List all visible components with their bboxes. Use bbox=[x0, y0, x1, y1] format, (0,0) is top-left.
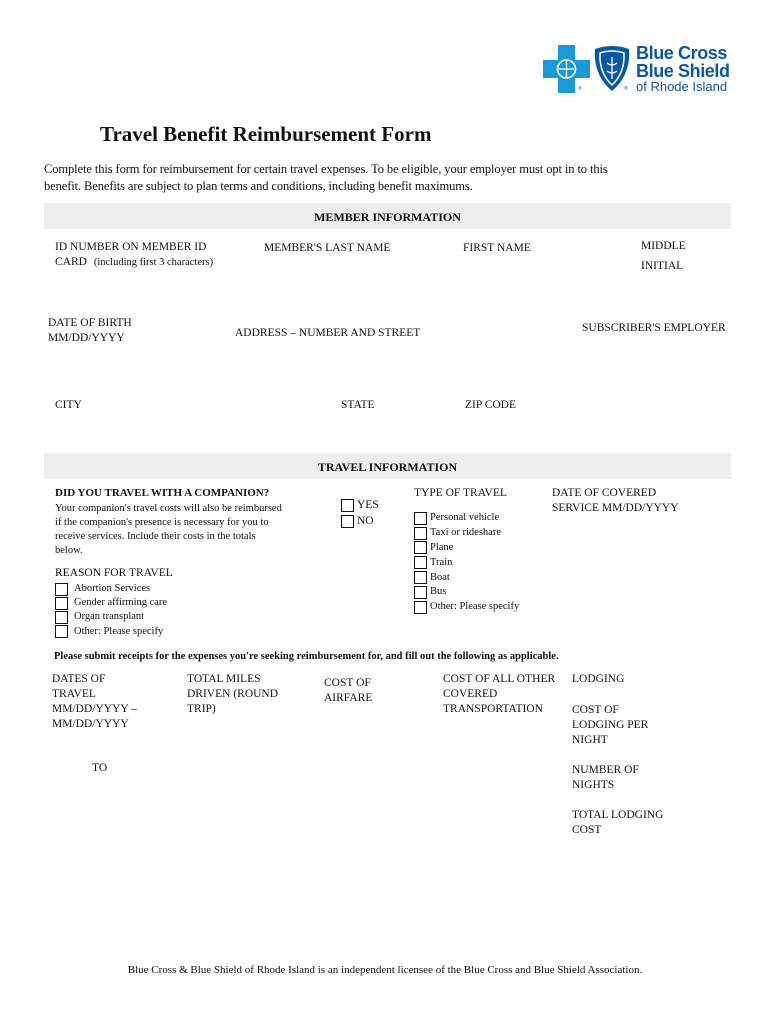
address-field[interactable]: ADDRESS – NUMBER AND STREET bbox=[235, 327, 421, 339]
date-covered-format: SERVICE MM/DD/YYYY bbox=[552, 502, 679, 514]
reason-heading: REASON FOR TRAVEL bbox=[55, 567, 173, 579]
middle-text: MIDDLE bbox=[641, 240, 686, 252]
id-number-text: ID NUMBER ON MEMBER ID bbox=[55, 241, 207, 253]
form-title: Travel Benefit Reimbursement Form bbox=[100, 122, 432, 146]
checkbox[interactable] bbox=[55, 597, 68, 610]
date-covered-field[interactable] bbox=[552, 486, 679, 516]
checkbox[interactable] bbox=[414, 512, 427, 525]
no-checkbox[interactable] bbox=[341, 515, 354, 528]
checkbox[interactable] bbox=[414, 541, 427, 554]
travel-type-option[interactable] bbox=[414, 555, 519, 570]
yes-checkbox[interactable] bbox=[341, 499, 354, 512]
companion-text-line: Your companion's travel costs will also be reimbursed bbox=[55, 503, 282, 514]
checkbox[interactable] bbox=[414, 556, 427, 569]
companion-text-line: below. bbox=[55, 545, 83, 556]
other-text: TRANSPORTATION bbox=[443, 703, 543, 715]
other-text: COVERED bbox=[443, 688, 498, 700]
reason-option[interactable] bbox=[55, 610, 167, 624]
companion-question: DID YOU TRAVEL WITH A COMPANION? bbox=[55, 487, 270, 499]
reason-label: Gender affirming care bbox=[74, 597, 168, 609]
intro-text bbox=[44, 161, 744, 195]
travel-type-option[interactable] bbox=[414, 511, 519, 526]
dates-text: MM/DD/YYYY bbox=[52, 718, 129, 730]
companion-explanation bbox=[55, 502, 335, 558]
reason-option[interactable] bbox=[55, 625, 167, 639]
travel-type-label: Train bbox=[430, 556, 453, 568]
dates-of-travel-field[interactable] bbox=[52, 672, 137, 732]
state-field[interactable]: STATE bbox=[341, 399, 375, 411]
travel-info-heading: TRAVEL INFORMATION bbox=[317, 460, 458, 474]
travel-type-label: Boat bbox=[430, 571, 450, 583]
companion-no-option[interactable] bbox=[341, 513, 379, 529]
travel-info-band bbox=[44, 453, 731, 479]
miles-text: TRIP) bbox=[187, 703, 216, 715]
reason-label: Abortion Services bbox=[74, 583, 151, 595]
reason-label: Organ transplant bbox=[74, 611, 145, 623]
checkbox[interactable] bbox=[55, 583, 68, 596]
lodging-text: LODGING PER bbox=[572, 719, 649, 731]
checkbox[interactable] bbox=[414, 586, 427, 599]
initial-text: INITIAL bbox=[641, 260, 684, 272]
lodging-heading: LODGING bbox=[572, 673, 625, 685]
dob-text: DATE OF BIRTH bbox=[48, 317, 132, 329]
logo-line3: of Rhode Island bbox=[636, 79, 728, 94]
dob-field[interactable] bbox=[48, 316, 132, 346]
travel-type-label: Plane bbox=[430, 541, 454, 553]
dates-text: MM/DD/YYYY – bbox=[52, 703, 137, 715]
member-info-band bbox=[44, 203, 731, 229]
first-name-field[interactable]: FIRST NAME bbox=[463, 242, 531, 254]
reason-list bbox=[55, 582, 167, 639]
number-of-nights-field[interactable] bbox=[572, 763, 639, 793]
travel-type-option[interactable] bbox=[414, 585, 519, 600]
miles-text: TOTAL MILES bbox=[187, 673, 261, 685]
total-miles-field[interactable] bbox=[187, 672, 278, 717]
travel-type-option[interactable] bbox=[414, 526, 519, 541]
travel-type-option[interactable] bbox=[414, 570, 519, 585]
logo-line1: Blue Cross bbox=[636, 43, 728, 63]
intro-line: benefit. Benefits are subject to plan terms and conditions, including benefit maximums. bbox=[44, 179, 473, 193]
dates-text: DATES OF bbox=[52, 673, 106, 685]
blue-cross-icon bbox=[543, 45, 590, 93]
travel-type-label: Taxi or rideshare bbox=[430, 527, 501, 539]
total-lodging-text: TOTAL LODGING bbox=[572, 809, 664, 821]
reason-option[interactable] bbox=[55, 596, 167, 610]
employer-field[interactable]: SUBSCRIBER'S EMPLOYER bbox=[582, 322, 726, 334]
travel-type-list bbox=[414, 511, 519, 615]
city-field[interactable]: CITY bbox=[55, 399, 82, 411]
companion-text-line: if the companion's presence is necessary for you to bbox=[55, 517, 269, 528]
no-label: NO bbox=[357, 514, 374, 527]
travel-type-label: Bus bbox=[430, 586, 447, 598]
middle-initial-field[interactable] bbox=[641, 236, 686, 276]
blue-shield-icon bbox=[593, 45, 631, 91]
member-info-heading: MEMBER INFORMATION bbox=[314, 210, 461, 224]
dates-text: TRAVEL bbox=[52, 688, 96, 700]
airfare-text: AIRFARE bbox=[324, 692, 373, 704]
travel-type-label: Other: Please specify bbox=[430, 601, 520, 613]
reason-label: Other: Please specify bbox=[74, 625, 164, 637]
intro-line: Complete this form for reimbursement for certain travel expenses. To be eligible, your employer must opt in to this bbox=[44, 162, 608, 176]
nights-text: NUMBER OF bbox=[572, 764, 639, 776]
id-note: (including first 3 characters) bbox=[93, 257, 214, 268]
lodging-per-night-field[interactable] bbox=[572, 703, 648, 748]
travel-type-option[interactable] bbox=[414, 541, 519, 556]
zip-field[interactable]: ZIP CODE bbox=[465, 399, 517, 411]
companion-options bbox=[341, 497, 379, 529]
registered-mark: ® bbox=[578, 86, 582, 92]
reason-option[interactable] bbox=[55, 582, 167, 596]
travel-type-label: Personal vehicle bbox=[430, 512, 500, 524]
checkbox[interactable] bbox=[414, 601, 427, 614]
date-covered-text: DATE OF COVERED bbox=[552, 487, 657, 499]
checkbox[interactable] bbox=[55, 611, 68, 624]
footer-disclaimer: Blue Cross & Blue Shield of Rhode Island is an independent licensee of the Blue Cross and Blue Shield Association. bbox=[127, 964, 643, 976]
miles-text: DRIVEN (ROUND bbox=[187, 688, 279, 700]
nights-text: NIGHTS bbox=[572, 779, 615, 791]
checkbox[interactable] bbox=[414, 527, 427, 540]
travel-type-option[interactable] bbox=[414, 600, 519, 615]
id-number-label[interactable] bbox=[55, 240, 213, 270]
id-card-text: CARD bbox=[55, 256, 87, 268]
to-label: TO bbox=[92, 762, 108, 774]
airfare-text: COST OF bbox=[324, 677, 371, 689]
companion-yes-option[interactable] bbox=[341, 497, 379, 513]
type-of-travel-heading: TYPE OF TRAVEL bbox=[414, 487, 507, 499]
lodging-text: COST OF bbox=[572, 704, 619, 716]
airfare-field[interactable] bbox=[324, 676, 372, 706]
logo-line2: Blue Shield bbox=[636, 61, 730, 81]
total-lodging-text: COST bbox=[572, 824, 602, 836]
companion-text-line: receive services. Include their costs in the totals bbox=[55, 531, 256, 542]
dob-format: MM/DD/YYYY bbox=[48, 332, 125, 344]
last-name-field[interactable]: MEMBER'S LAST NAME bbox=[264, 242, 391, 254]
checkbox[interactable] bbox=[414, 571, 427, 584]
yes-label: YES bbox=[357, 498, 379, 511]
receipts-instruction: Please submit receipts for the expenses you're seeking reimbursement for, and fill out the following as applicable. bbox=[54, 651, 559, 662]
other-text: COST OF ALL OTHER bbox=[443, 673, 556, 685]
checkbox[interactable] bbox=[55, 625, 68, 638]
total-lodging-field[interactable] bbox=[572, 808, 663, 838]
lodging-text: NIGHT bbox=[572, 734, 608, 746]
other-transport-field[interactable] bbox=[443, 672, 555, 717]
registered-mark: ® bbox=[624, 86, 628, 92]
